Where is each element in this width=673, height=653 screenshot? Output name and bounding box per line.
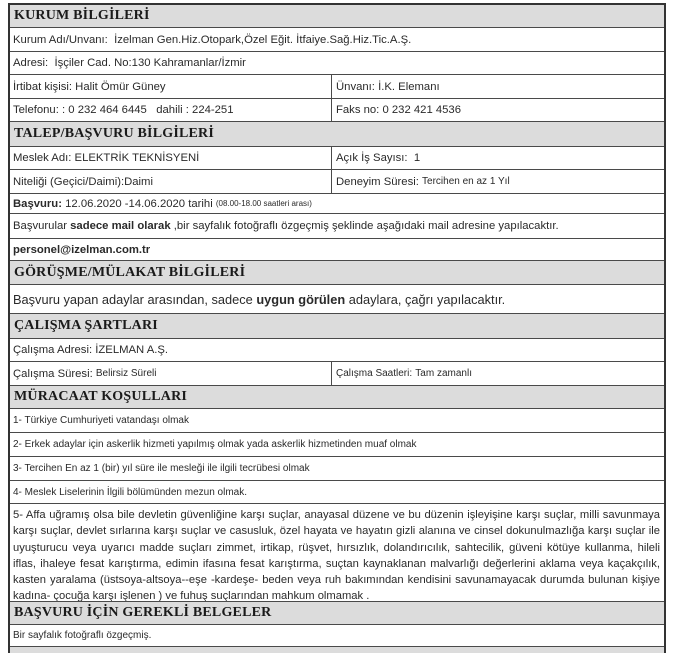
meslek-cell — [10, 147, 332, 169]
irtibat-cell — [10, 75, 332, 98]
kurum-adi-value: İzelman Gen.Hiz.Otopark,Özel Eğit. İtfaiye.Sağ.Hiz.Tic.A.Ş. — [114, 33, 412, 46]
dahili-value: 224-251 — [192, 104, 234, 116]
gorusme-post: adaylara, çağrı yapılacaktır. — [348, 291, 506, 307]
section-title: GÖRÜŞME/MÜLAKAT BİLGİLERİ — [14, 264, 246, 280]
calisma-adres-value: İZELMAN A.Ş. — [95, 344, 169, 356]
telefon-cell — [10, 99, 332, 121]
row-adres — [10, 52, 664, 75]
row-belge — [10, 625, 664, 647]
gorusme-pre: Başvuru yapan adaylar arasından, sadece — [13, 291, 253, 307]
condition-5: 5- Affa uğramış olsa bile devletin güvenliğine karşı suçlar, anayasal düzene ve bu düzenin işleyişine karşı suçlar, milli savunmaya karşı suçlar, devlet sırlarına karşı suçlar ve casusluk, özel hayata ve hayatın gizli alanına ve cinsel dokunulmazlığa karşı suçlar ile uyuşturucu veya uyarıcı madde suçları zimmet, irtikap, rüşvet, hırsızlık, dolandırıcılık, sahtecilik, güveni kötüye kullanma, hileli iflas, ihaleye fesat karıştırma, edimin ifasına fesat karıştırma, suçtan kaynaklanan malvarlığı değerlerini aklama veya kaçakçılık, kasten yaralama (üstsoya-altsoya--eşe -kardeşe- beden veya ruh bakımından kendisini savunamayacak durumda bulunan kişiye kadına- çocuğa karşı işlenen ) ve fuhuş suçlarından mahkum olmamak . — [13, 509, 660, 602]
calisma-sure-value: Belirsiz Süreli — [95, 368, 157, 379]
meslek-value: ELEKTRİK TEKNİSYENİ — [74, 152, 200, 164]
telefon-value: 0 232 464 6445 — [68, 104, 147, 116]
list-item — [10, 481, 664, 504]
row-telefon — [10, 99, 664, 122]
nitelik-value: Daimi — [124, 175, 153, 188]
section-title: ÇALIŞMA ŞARTLARI — [14, 318, 158, 333]
unvan-cell — [332, 75, 664, 98]
acik-is-cell — [332, 147, 664, 169]
basvurular-bold: sadece mail olarak — [70, 220, 171, 232]
row-kurum-adi — [10, 28, 664, 52]
gorusme-bold: uygun görülen — [256, 291, 346, 307]
list-item — [10, 457, 664, 481]
basvurular-pre: Başvurular — [13, 220, 67, 232]
acik-is-label: Açık İş Sayısı: — [336, 152, 408, 164]
faks-cell — [332, 99, 664, 121]
deneyim-label: Deneyim Süresi: — [336, 175, 419, 188]
kurum-adi-label: Kurum Adı/Unvanı: — [13, 33, 108, 46]
unvan-label: Ünvanı: — [336, 80, 375, 93]
email-link[interactable]: personel@izelman.com.tr — [13, 243, 151, 256]
irtibat-label: İrtibat kişisi: — [13, 80, 73, 93]
irtibat-value: Halit Ömür Güney — [75, 80, 166, 93]
row-calisma-sure — [10, 362, 664, 386]
faks-value: 0 232 421 4536 — [382, 104, 461, 116]
calisma-adres-label: Çalışma Adresi: — [13, 344, 93, 356]
calisma-saat-value: Tam zamanlı — [415, 368, 472, 379]
section-title: TALEP/BAŞVURU BİLGİLERİ — [14, 126, 214, 141]
calisma-sure-cell — [10, 362, 332, 385]
section-title: MÜRACAAT KOŞULLARI — [14, 389, 188, 404]
telefon-label: Telefonu: : — [13, 104, 66, 116]
calisma-saat-label: Çalışma Saatleri: — [336, 368, 413, 379]
section-header-calisma — [10, 314, 664, 339]
row-nitelik — [10, 170, 664, 194]
row-meslek — [10, 147, 664, 170]
basvuru-dates: 12.06.2020 -14.06.2020 tarihi — [65, 197, 213, 210]
adres-label: Adresi: — [13, 57, 49, 69]
dahili-label: dahili : — [156, 104, 189, 116]
section-header-muracaat — [10, 386, 664, 409]
basvuru-hours: (08.00-18.00 saatleri arası) — [215, 199, 312, 208]
acik-is-value: 1 — [413, 152, 421, 164]
adres-value: İşçiler Cad. No:130 Kahramanlar/İzmir — [54, 57, 246, 69]
row-email — [10, 239, 664, 261]
job-posting-form — [8, 3, 666, 653]
deneyim-value: Tercihen en az 1 Yıl — [422, 176, 510, 187]
deneyim-cell — [332, 170, 664, 193]
meslek-label: Meslek Adı: — [13, 152, 72, 164]
row-gorusme-text — [10, 285, 664, 314]
condition-4: 4- Meslek Liselerinin İlgili bölümünden mezun olmak. — [13, 486, 247, 498]
basvurular-post: ,bir sayfalık fotoğraflı özgeçmiş şeklinde aşağıdaki mail adresine yapılacaktır. — [173, 220, 559, 232]
faks-label: Faks no: — [336, 104, 380, 116]
calisma-saat-cell — [332, 362, 664, 385]
list-item — [10, 409, 664, 433]
section-header-talep — [10, 122, 664, 147]
unvan-value: İ.K. Elemanı — [378, 80, 440, 93]
section-header-gorusme — [10, 261, 664, 285]
section-header-belgeler — [10, 602, 664, 625]
row-basvuru-yontemi — [10, 214, 664, 239]
section-title: BAŞVURU İÇİN GEREKLİ BELGELER — [14, 605, 272, 620]
nitelik-label: Niteliği (Geçici/Daimi): — [13, 175, 125, 188]
belge-item: Bir sayfalık fotoğraflı özgeçmiş. — [13, 630, 152, 641]
section-title: KURUM BİLGİLERİ — [14, 8, 150, 23]
basvuru-label: Başvuru: — [13, 197, 62, 210]
condition-1: 1- Türkiye Cumhuriyeti vatandaşı olmak — [13, 415, 189, 426]
condition-2: 2- Erkek adaylar için askerlik hizmeti yapılmış olmak yada askerlik hizmetinden muaf olmak — [13, 439, 417, 450]
condition-3: 3- Tercihen En az 1 (bir) yıl süre ile mesleği ile ilgili tecrübesi olmak — [13, 463, 310, 474]
list-item — [10, 433, 664, 457]
list-item — [10, 504, 664, 602]
nitelik-cell — [10, 170, 332, 193]
calisma-sure-label: Çalışma Süresi: — [13, 367, 93, 380]
row-calisma-adresi — [10, 339, 664, 362]
row-basvuru-tarihi — [10, 194, 664, 214]
section-header-kurum — [10, 5, 664, 28]
row-irtibat — [10, 75, 664, 99]
